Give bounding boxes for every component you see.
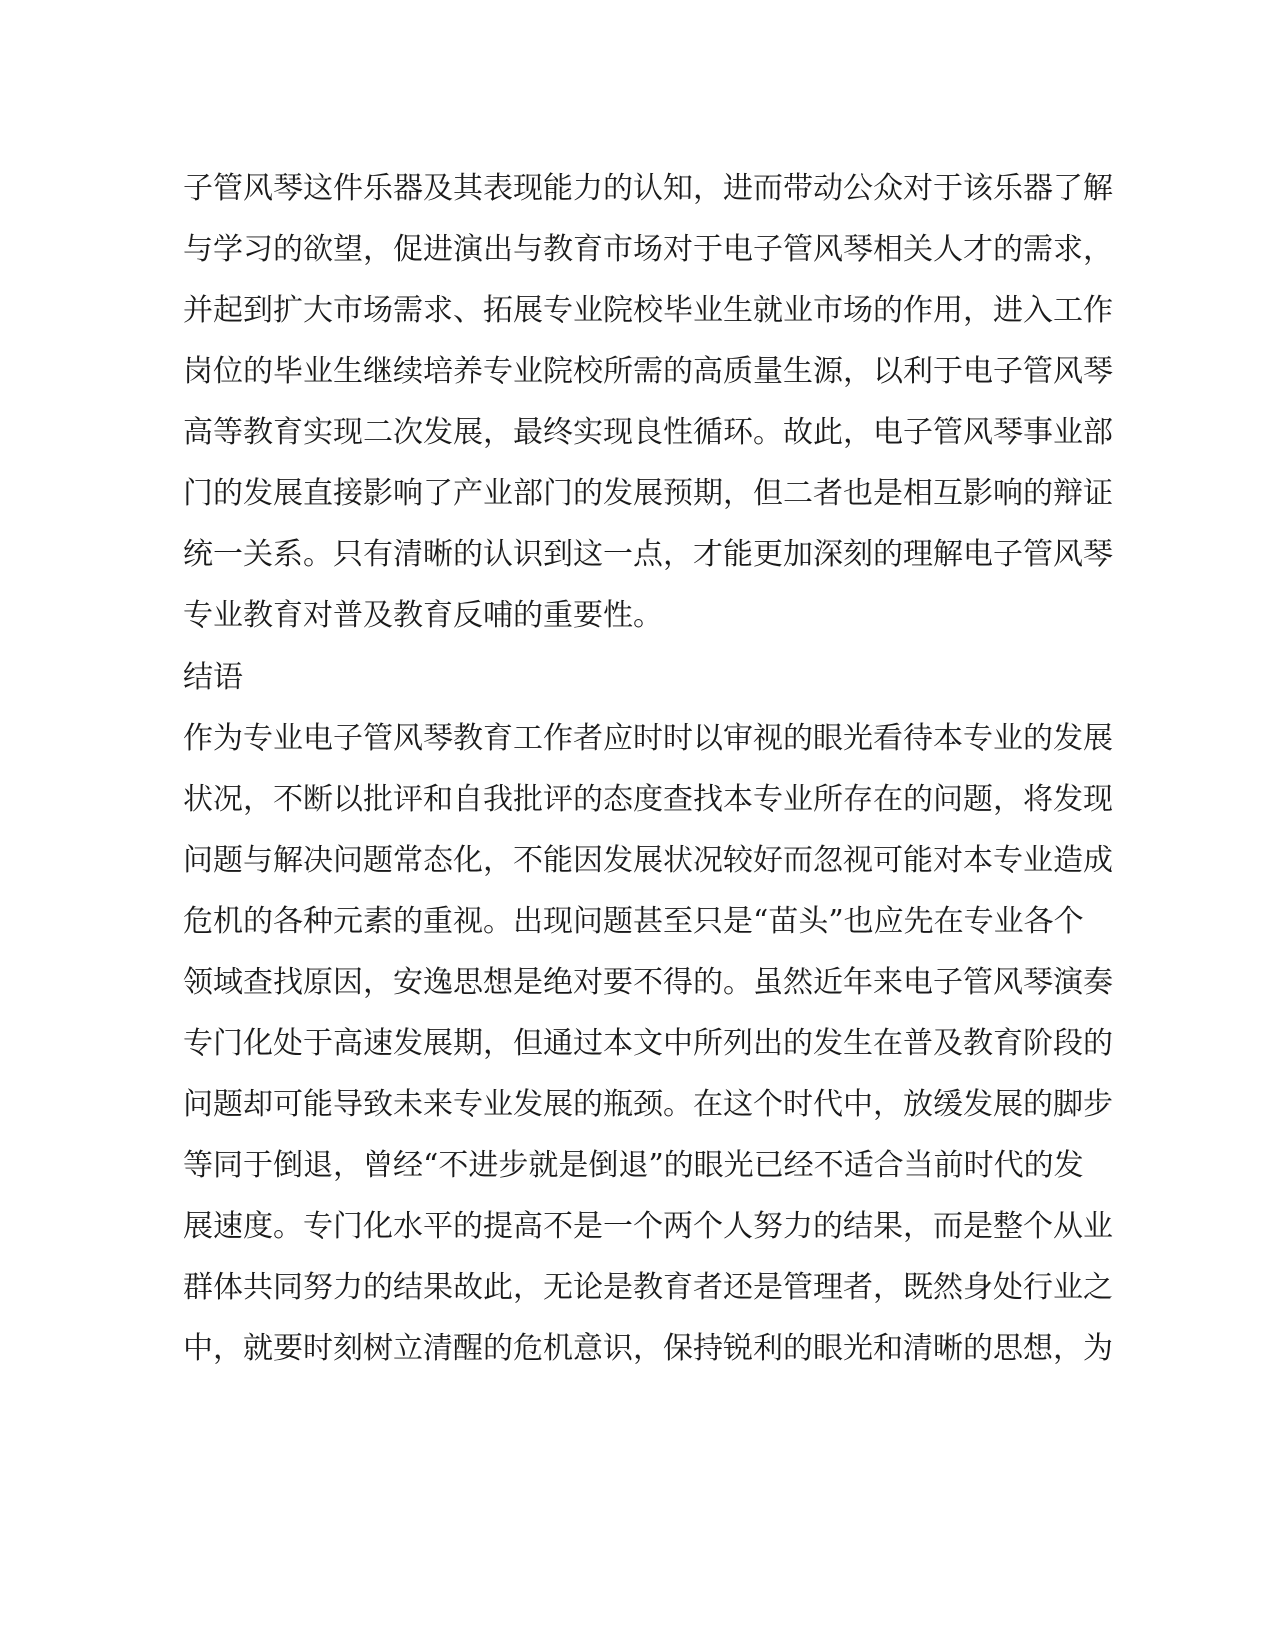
heading-text: 结语	[183, 660, 243, 695]
text-line: 岗位的毕业生继续培养专业院校所需的高质量生源，以利于电子管风琴	[183, 354, 1113, 389]
text-line: 领域查找原因，安逸思想是绝对要不得的。虽然近年来电子管风琴演奏	[183, 965, 1113, 1000]
text-line: 展速度。专门化水平的提高不是一个两个人努力的结果，而是整个从业	[183, 1209, 1113, 1244]
text-line: 等同于倒退，曾经“不进步就是倒退”的眼光已经不适合当前时代的发	[183, 1148, 1084, 1183]
text-line: 中，就要时刻树立清醒的危机意识，保持锐利的眼光和清晰的思想，为	[183, 1331, 1113, 1366]
text-line: 与学习的欲望，促进演出与教育市场对于电子管风琴相关人才的需求，	[183, 232, 1113, 267]
text-line: 子管风琴这件乐器及其表现能力的认知，进而带动公众对于该乐器了解	[183, 171, 1113, 206]
text-line: 专门化处于高速发展期，但通过本文中所列出的发生在普及教育阶段的	[183, 1026, 1113, 1061]
text-line: 问题却可能导致未来专业发展的瓶颈。在这个时代中，放缓发展的脚步	[183, 1087, 1113, 1122]
section-heading	[183, 647, 1083, 708]
text-line: 危机的各种元素的重视。出现问题甚至只是“苗头”也应先在专业各个	[183, 904, 1084, 939]
text-line: 群体共同努力的结果故此，无论是教育者还是管理者，既然身处行业之	[183, 1270, 1113, 1305]
paragraph-2	[183, 708, 1113, 1379]
paragraph-1	[183, 158, 1113, 646]
text-line: 作为专业电子管风琴教育工作者应时时以审视的眼光看待本专业的发展	[183, 721, 1113, 756]
text-line: 状况，不断以批评和自我批评的态度查找本专业所存在的问题，将发现	[183, 782, 1113, 817]
text-line: 问题与解决问题常态化，不能因发展状况较好而忽视可能对本专业造成	[183, 843, 1113, 878]
text-line: 专业教育对普及教育反哺的重要性。	[183, 598, 663, 633]
text-line: 门的发展直接影响了产业部门的发展预期，但二者也是相互影响的辩证	[183, 476, 1113, 511]
text-line: 高等教育实现二次发展，最终实现良性循环。故此，电子管风琴事业部	[183, 415, 1113, 450]
text-line: 并起到扩大市场需求、拓展专业院校毕业生就业市场的作用，进入工作	[183, 293, 1113, 328]
text-line: 统一关系。只有清晰的认识到这一点，才能更加深刻的理解电子管风琴	[183, 537, 1113, 572]
